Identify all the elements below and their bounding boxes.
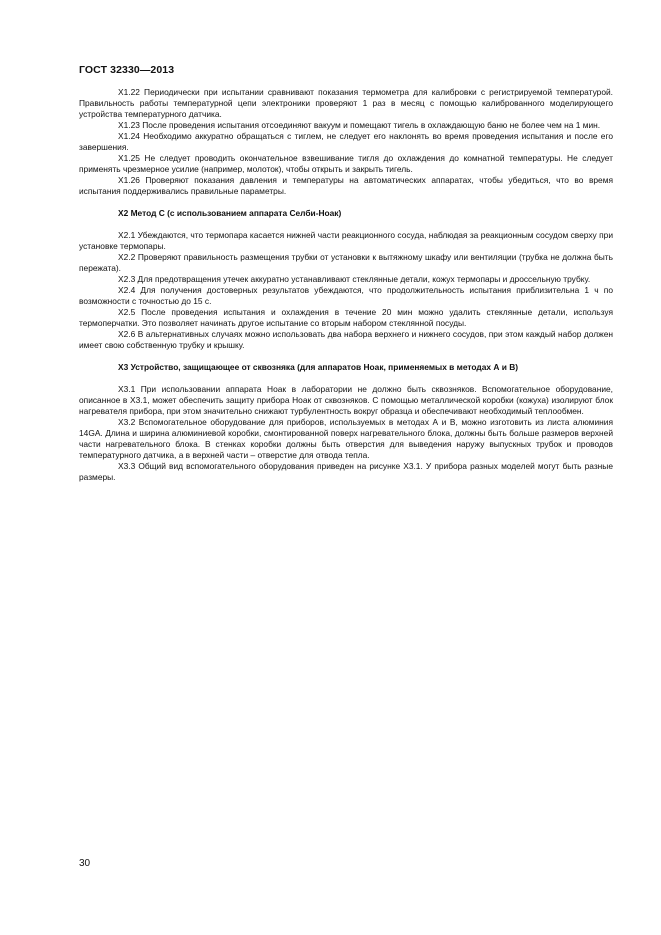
page-number: 30 xyxy=(79,858,91,869)
paragraph-x2-6: Х2.6 В альтернативных случаях можно использовать два набора верхнего и нижнего сосудов, при этом каждый набор должен имеет свою собственную трубку и крышку. xyxy=(79,329,613,350)
section-heading-x3: Х3 Устройство, защищающее от сквозняка (для аппаратов Ноак, применяемых в методах А и В) xyxy=(118,362,519,372)
section-x1 xyxy=(79,87,613,197)
paragraph-x3-3: Х3.3 Общий вид вспомогательного оборудования приведен на рисунке Х3.1. У прибора разных моделей могут быть разные размеры. xyxy=(79,461,613,482)
paragraph-x3-1: Х3.1 При использовании аппарата Ноак в лаборатории не должно быть сквозняков. Вспомогательное оборудование, описанное в Х3.1, может обеспечить защиту прибора Ноак от сквозняков. С помощью металлической коробки (кожуха) изолируют блок нагревателя прибора, при этом значительно снижают турбулентность вокруг образца и обеспечивают необходимый теплообмен. xyxy=(79,384,613,416)
paragraph-x1-26: Х1.26 Проверяют показания давления и температуры на автоматических аппаратах, чтобы убедиться, что во время испытания поддерживались правильные параметры. xyxy=(79,175,613,196)
paragraph-x2-2: Х2.2 Проверяют правильность размещения трубки от установки к вытяжному шкафу или вентиляции (трубка не должна быть пережата). xyxy=(79,252,613,273)
document-body xyxy=(79,87,613,483)
paragraph-x1-23: Х1.23 После проведения испытания отсоединяют вакуум и помещают тигель в охлаждающую баню не более чем на 1 мин. xyxy=(118,120,601,130)
paragraph-x2-3: Х2.3 Для предотвращения утечек аккуратно устанавливают стеклянные детали, кожух термопары и дроссельную трубку. xyxy=(118,274,591,284)
paragraph-x1-24: Х1.24 Необходимо аккуратно обращаться с тиглем, не следует его наклонять во время проведения испытания и после его завершения. xyxy=(79,131,613,152)
standard-header: ГОСТ 32330—2013 xyxy=(79,64,175,76)
section-x3 xyxy=(79,362,613,483)
paragraph-x2-1: Х2.1 Убеждаются, что термопара касается нижней части реакционного сосуда, наблюдая за реакционным сосудом сверху при установке термопары. xyxy=(79,230,613,251)
paragraph-x2-5: Х2.5 После проведения испытания и охлаждения в течение 20 мин можно удалить стеклянные детали, используя термоперчатки. Это позволяет начинать другое испытание со вторым набором стеклянной посуды. xyxy=(79,307,613,328)
paragraph-x3-2: Х3.2 Вспомогательное оборудование для приборов, используемых в методах А и В, можно изготовить из листа алюминия 14GA. Длина и ширина алюминиевой коробки, смонтированной поверх нагревательного блока, должны быть больше размеров верхней части нагревательного блока. В стенках коробки должны быть отверстия для выведения наружу выпускных трубок и проводов температурного датчика, а в верхней части – отверстие для отвода тепла. xyxy=(79,417,613,460)
paragraph-x1-25: Х1.25 Не следует проводить окончательное взвешивание тигля до охлаждения до комнатной температуры. Не следует применять чрезмерное усилие (например, молоток), чтобы открыть и закрыть тигель. xyxy=(79,153,613,174)
paragraph-x2-4: Х2.4 Для получения достоверных результатов убеждаются, что продолжительность испытания приблизительна 1 ч по возможности с точностью до 15 с. xyxy=(79,285,613,306)
paragraph-x1-22: Х1.22 Периодически при испытании сравнивают показания термометра для калибровки с регистрируемой температурой. Правильность работы температурной цепи электроники проверяют 1 раз в месяц с помощью калиброванного моделирующего устройства температурного датчика. xyxy=(79,87,613,119)
section-heading-x2: Х2 Метод С (с использованием аппарата Селби-Ноак) xyxy=(118,208,342,218)
section-x2 xyxy=(79,208,613,351)
